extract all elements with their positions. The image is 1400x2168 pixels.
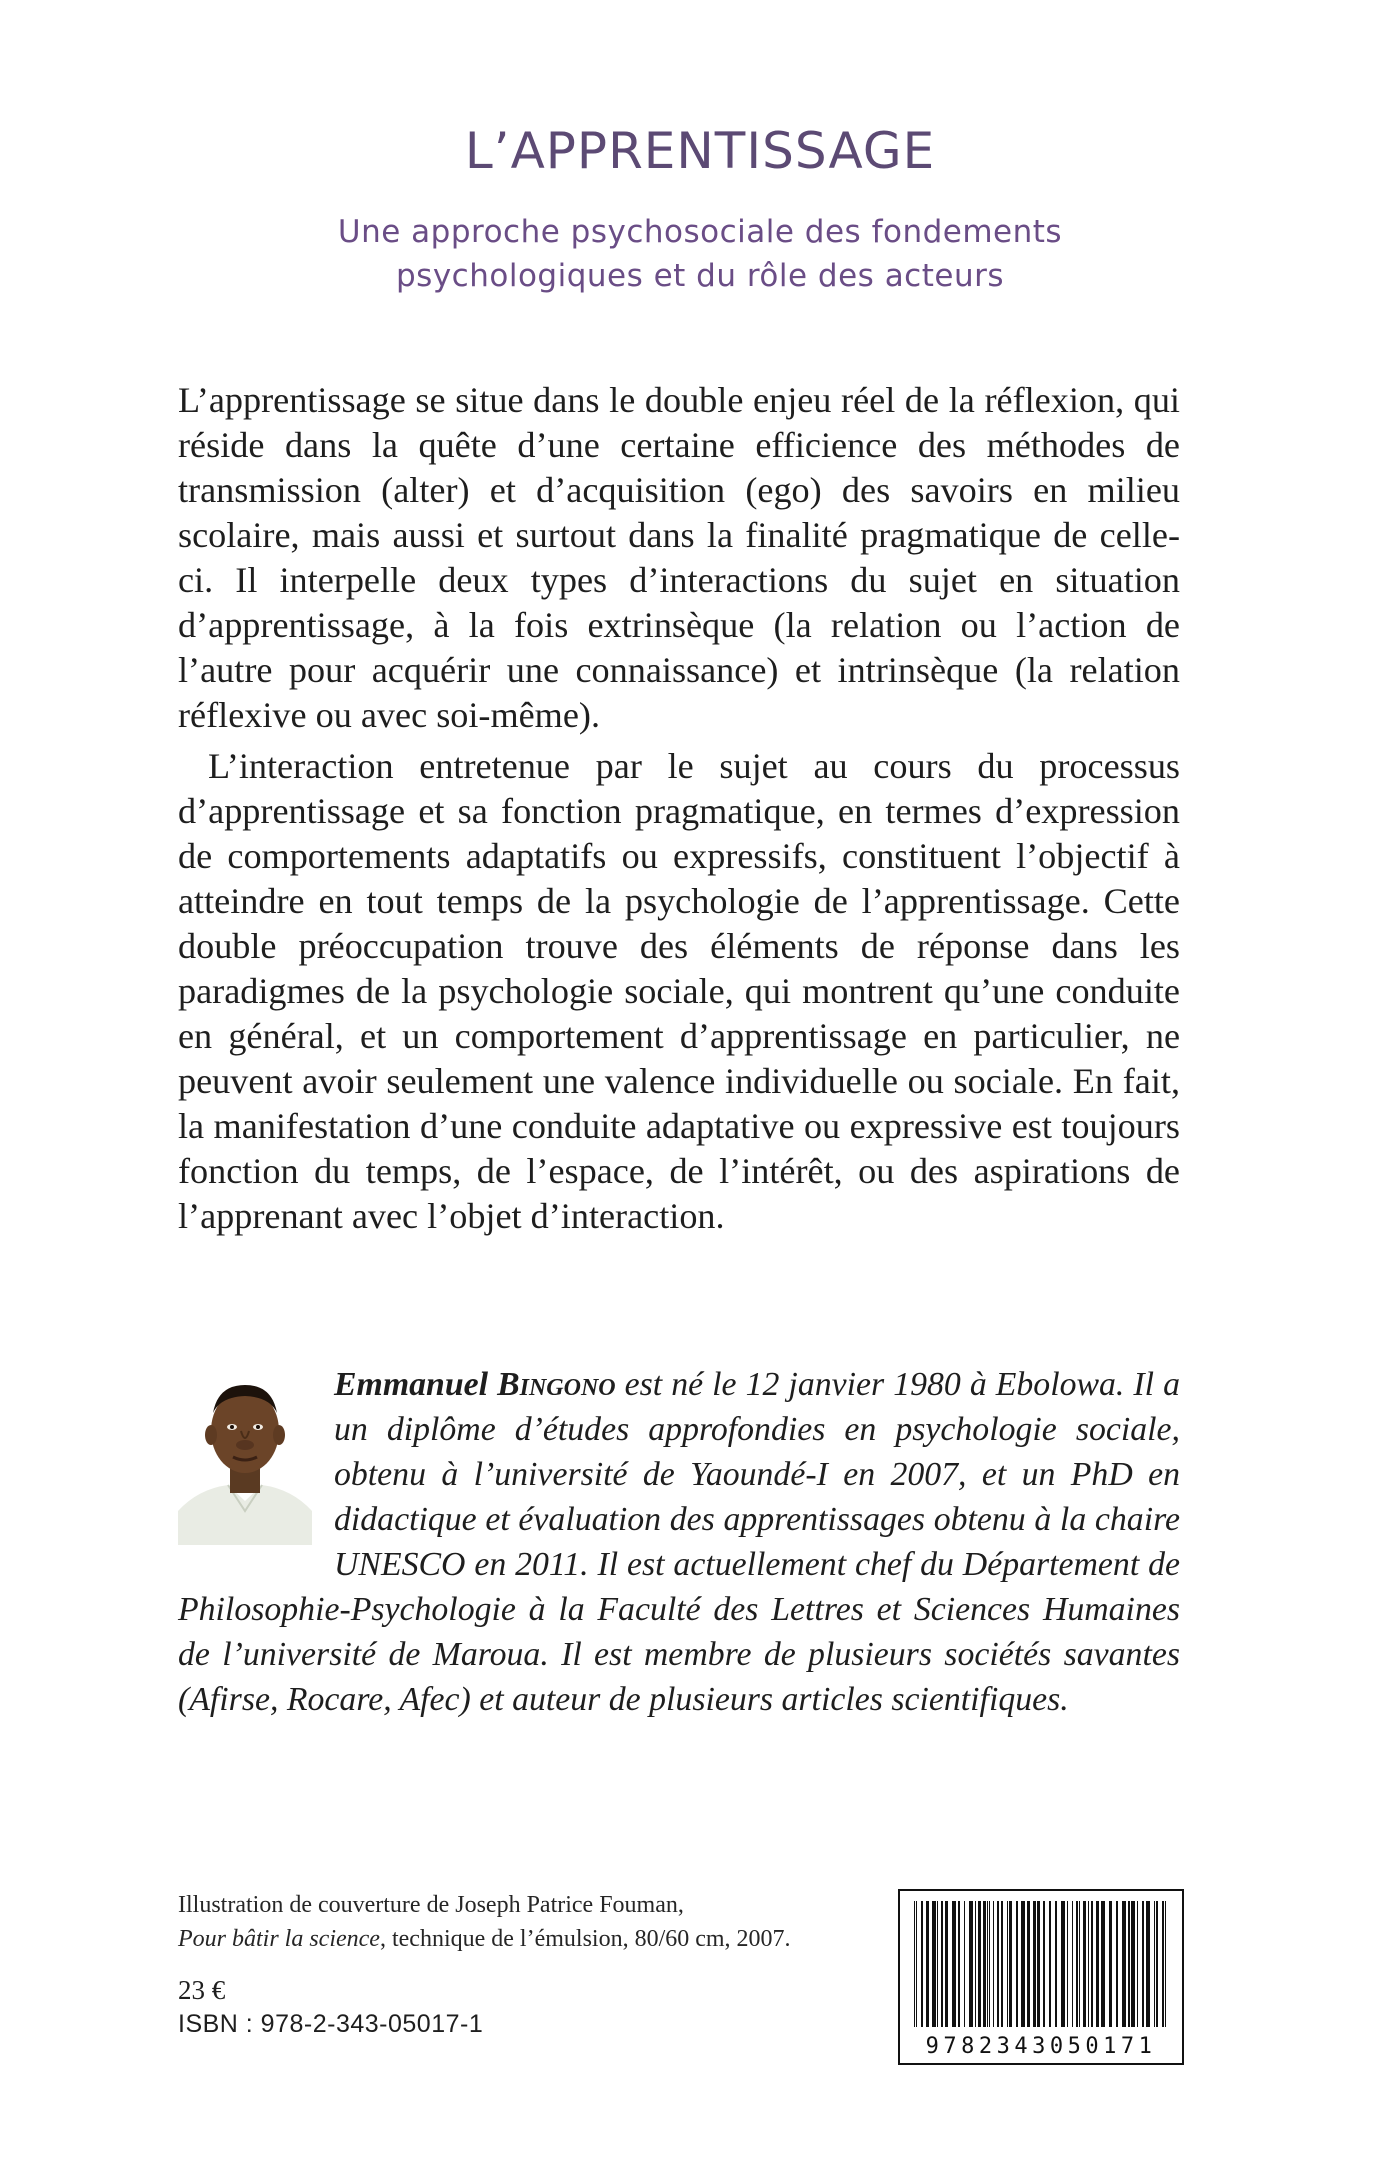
book-subtitle bbox=[0, 210, 1400, 298]
barcode-bar bbox=[1043, 1901, 1045, 2027]
barcode-bar bbox=[1088, 1901, 1089, 2027]
barcode-bar bbox=[932, 1901, 936, 2027]
barcode-bar bbox=[1154, 1901, 1155, 2027]
barcode-bar bbox=[1033, 1901, 1036, 2027]
barcode-bar bbox=[1016, 1901, 1018, 2027]
barcode-bar bbox=[1061, 1901, 1065, 2027]
barcode-bar bbox=[1076, 1901, 1078, 2027]
barcode-bar bbox=[1067, 1901, 1068, 2027]
barcode-bar bbox=[958, 1901, 960, 2027]
barcode-bar bbox=[1109, 1901, 1112, 2027]
barcode-bar bbox=[997, 1901, 999, 2027]
book-summary bbox=[178, 378, 1180, 1239]
barcode-bar bbox=[1007, 1901, 1008, 2027]
barcode-bar bbox=[989, 1901, 990, 2027]
artwork-title: Pour bâtir la science bbox=[178, 1926, 380, 1952]
photo-spacer bbox=[178, 1362, 334, 1584]
barcode-bar bbox=[1128, 1901, 1130, 2027]
barcode-bar bbox=[941, 1901, 943, 2027]
barcode-bar bbox=[1137, 1901, 1138, 2027]
barcode-bar bbox=[983, 1901, 986, 2027]
isbn: ISBN : 978-2-343-05017-1 bbox=[178, 2010, 484, 2038]
cover-credit bbox=[178, 1888, 898, 1956]
barcode-bar bbox=[1146, 1901, 1150, 2027]
barcode-bar bbox=[1009, 1901, 1012, 2027]
author-first-name: Emmanuel bbox=[334, 1366, 489, 1403]
barcode bbox=[898, 1889, 1184, 2065]
barcode-bar bbox=[1096, 1901, 1099, 2027]
author-last-name: Bingono bbox=[497, 1366, 616, 1403]
summary-paragraph-2: L’interaction entretenue par le sujet au cours du processus d’apprentissage et sa fonction pragmatique, en termes d’expression de comportements adaptatifs ou expressifs, constituent l’objectif à atteindre en tout temps de la psychologie de l’apprentissage. Cette double préoccupation trouve des éléments de réponse dans les paradigmes de la psychologie sociale, qui montrent qu’une conduite en général, et un comportement d’apprentissage en particulier, ne peuvent avoir seulement une valence individuelle ou sociale. En fait, la manifestation d’une conduite adaptative ou expressive est toujours fonction du temps, de l’espace, de l’intérêt, ou des aspirations de l’apprenant avec l’objet d’interaction. bbox=[178, 746, 1180, 1236]
author-bio bbox=[178, 1362, 1180, 1722]
barcode-bar bbox=[937, 1901, 938, 2027]
summary-paragraph-1: L’apprentissage se situe dans le double enjeu réel de la réflexion, qui réside dans la quête d’une certaine efficience des méthodes de transmission (alter) et d’acquisition (ego) des savoirs en milieu scolaire, mais aussi et surtout dans la finalité pragmatique de celle-ci. Il interpelle deux types d’interactions du sujet en situation d’apprentissage, à la fois extrinsèque (la relation ou l’action de l’autre pour acquérir une connaissance) et intrinsèque (la relation réflexive ou avec soi-même). bbox=[178, 380, 1180, 735]
barcode-bar bbox=[1083, 1901, 1086, 2027]
barcode-bar bbox=[1165, 1901, 1166, 2027]
barcode-digits: 9782343050171 bbox=[925, 2034, 1157, 2059]
subtitle-line-2: psychologiques et du rôle des acteurs bbox=[396, 258, 1004, 294]
barcode-bar bbox=[1162, 1901, 1164, 2027]
barcode-bar bbox=[1142, 1901, 1144, 2027]
barcode-bar bbox=[1131, 1901, 1135, 2027]
barcode-bar bbox=[1001, 1901, 1003, 2027]
barcode-bar bbox=[993, 1901, 994, 2027]
barcode-bar bbox=[978, 1901, 981, 2027]
subtitle-line-1: Une approche psychosociale des fondements bbox=[337, 214, 1063, 250]
barcode-bar bbox=[921, 1901, 923, 2027]
barcode-bar bbox=[1072, 1901, 1073, 2027]
barcode-bar bbox=[1116, 1901, 1118, 2027]
credit-line-2-rest: , technique de l’émulsion, 80/60 cm, 2007. bbox=[379, 1926, 791, 1952]
barcode-bars bbox=[912, 1901, 1170, 2027]
barcode-bar bbox=[916, 1901, 917, 2027]
barcode-bar bbox=[1101, 1901, 1105, 2027]
author-bio-text: est né le 12 janvier 1980 à Ebolowa. Il a un diplôme d’études approfondies en psychologie sociale, obtenu à l’université de Yaoundé-I en 2007, et un PhD en didactique et évaluation des apprentissages obtenu à la chaire UNESCO en 2011. Il est actuellement chef du Département de Philosophie-Psychologie à la Faculté des Lettres et Sciences Humaines de l’université de Maroua. Il est membre de plusieurs sociétés savantes (Afirse, Rocare, Afec) et auteur de plusieurs articles scientifiques. bbox=[178, 1366, 1180, 1718]
barcode-bar bbox=[1027, 1901, 1030, 2027]
barcode-bar bbox=[945, 1901, 948, 2027]
barcode-bar bbox=[1079, 1901, 1080, 2027]
barcode-bar bbox=[1037, 1901, 1040, 2027]
barcode-bar bbox=[975, 1901, 976, 2027]
barcode-bar bbox=[926, 1901, 929, 2027]
barcode-bar bbox=[1049, 1901, 1051, 2027]
barcode-bar bbox=[952, 1901, 956, 2027]
book-title: L’APPRENTISSAGE bbox=[464, 122, 936, 180]
credit-line-2 bbox=[178, 1922, 898, 1956]
price: 23 € bbox=[178, 1975, 226, 2005]
barcode-bar bbox=[969, 1901, 973, 2027]
barcode-bar bbox=[1021, 1901, 1025, 2027]
barcode-bar bbox=[1156, 1901, 1158, 2027]
barcode-bar bbox=[1055, 1901, 1057, 2027]
barcode-bar bbox=[914, 1901, 915, 2027]
barcode-bar bbox=[964, 1901, 965, 2027]
barcode-bar bbox=[1122, 1901, 1126, 2027]
barcode-bar bbox=[987, 1901, 988, 2027]
credit-line-1: Illustration de couverture de Joseph Patrice Fouman, bbox=[178, 1892, 684, 1918]
barcode-bar bbox=[1091, 1901, 1093, 2027]
